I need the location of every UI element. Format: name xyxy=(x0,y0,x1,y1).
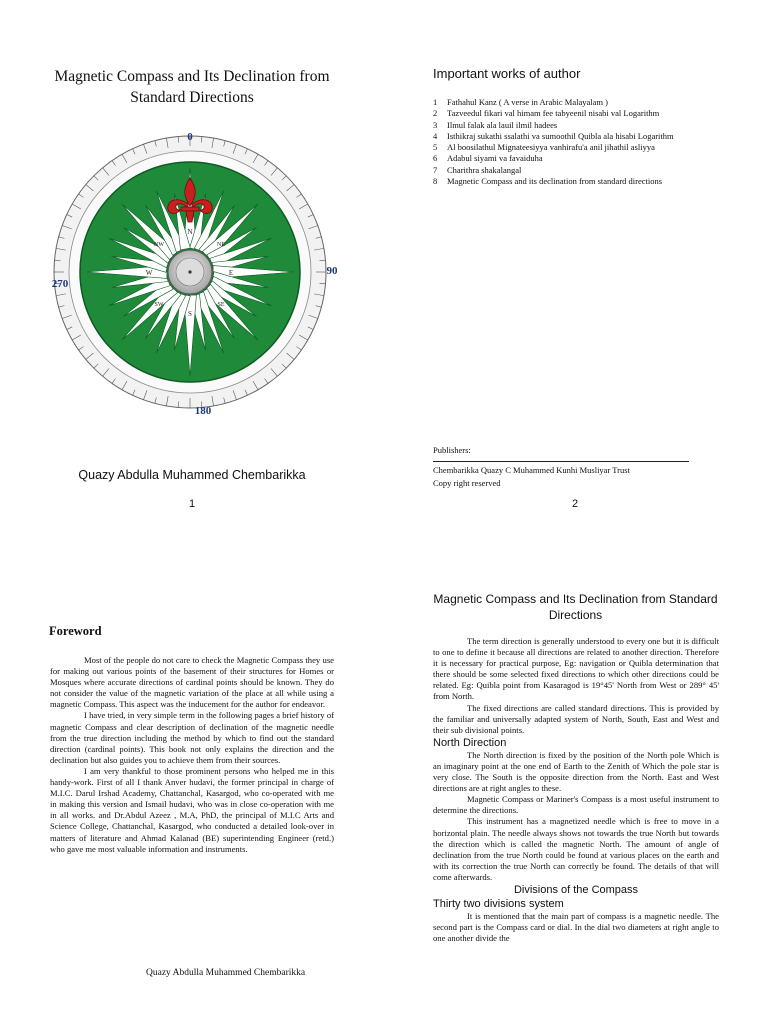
list-item xyxy=(433,153,743,164)
works-item-number: 8 xyxy=(433,176,438,187)
card-label-se: SE xyxy=(217,302,225,308)
card-label-s: S xyxy=(188,310,192,318)
foreword-paragraph: Most of the people do not care to check the Magnetic Compass they use for making out various points of the basement of their structures for Homes or Mosques where accurate directions of cardinal points should be known. They do not consider the value of the magnetic variation of the place at all while using a magnetic Compass. This aspect was the inducement for the author for endeavor. xyxy=(50,655,334,710)
foreword-body xyxy=(50,655,334,855)
list-item xyxy=(433,131,743,142)
works-item-title: Magnetic Compass and its declination from standard directions xyxy=(447,176,663,187)
body-paragraph: The term direction is generally understood to every one but it is difficult to one to define it because all directions are related to another direction. Therefore it is necessary for practical purpose, Eg: navigation or Quibla determination that there should be some selected fixed directions to which other directions could be related. Eg: Quibla point from Kasaragod is 19°45' North from West or 289° 45' from North. xyxy=(433,636,719,702)
section-heading-divisions: Divisions of the Compass xyxy=(513,883,639,896)
list-item xyxy=(433,142,743,153)
compass-rose-image xyxy=(40,130,340,420)
page2-number: 2 xyxy=(572,498,579,510)
publisher-name: Chembarikka Quazy C Muhammed Kunhi Musliyar Trust xyxy=(433,465,630,475)
works-item-number: 4 xyxy=(433,130,438,141)
page1-author: Quazy Abdulla Muhammed Chembarikka xyxy=(78,468,306,482)
body-paragraph: Magnetic Compass or Mariner's Compass is a most useful instrument to determine the directions. xyxy=(433,794,719,816)
card-label-sw: SW xyxy=(154,302,164,308)
list-item xyxy=(433,97,743,108)
list-item xyxy=(433,108,743,119)
body-paragraph: The North direction is fixed by the position of the North pole Which is an imaginary point at the one end of Earth to the Zenith of Which the pole star is very close. The South is the opposite direction from the North. East and West directions are at right angles to these. xyxy=(433,749,719,794)
works-item-number: 5 xyxy=(433,142,438,153)
list-item xyxy=(433,176,743,187)
card-label-e: E xyxy=(228,269,234,277)
card-label-n: N xyxy=(187,228,193,236)
works-item-title: Ilmul falak ala lauil ilmil hadees xyxy=(447,119,558,130)
list-item xyxy=(433,120,743,131)
works-item-title: Al boosilathul Mignateesiyya vanhirafu'a anil jihathil asliyya xyxy=(447,142,655,153)
works-item-number: 1 xyxy=(433,97,438,107)
page4-title: Magnetic Compass and Its Declination from Standard Directions xyxy=(433,592,718,622)
publishers-label: Publishers: xyxy=(433,445,471,455)
works-item-title: Adabul siyami va favaiduha xyxy=(447,153,543,164)
works-item-number: 3 xyxy=(433,119,438,130)
list-item xyxy=(433,165,743,176)
foreword-signature: Quazy Abdulla Muhammed Chembarikka xyxy=(146,968,306,978)
page1-title: Magnetic Compass and Its Declination from Standard Directions xyxy=(54,68,330,106)
page1-number: 1 xyxy=(189,498,196,510)
works-item-title: Charithra shakalangal xyxy=(447,164,522,175)
card-label-w: W xyxy=(145,269,153,277)
page4-body xyxy=(433,636,719,944)
foreword-paragraph: I have tried, in very simple term in the following pages a brief history of magnetic Compass and clear description of declination of the magnetic needle from the true direction including the method by which to find out the standard direction (cardinal points). This book not only explains the direction and the declination but also guides you to achieve them from their sources. xyxy=(50,710,334,765)
works-list xyxy=(433,97,743,187)
works-heading: Important works of author xyxy=(433,66,581,81)
copyright-notice: Copy right reserved xyxy=(433,478,501,488)
body-paragraph: It is mentioned that the main part of compass is a magnetic needle. The second part is the Compass card or dial. In the dial two diameters at right angle to one another divide the xyxy=(433,910,719,944)
compass-label-south: 180 xyxy=(194,405,212,417)
section-heading-north: North Direction xyxy=(433,736,507,749)
compass-label-east: 90 xyxy=(326,265,338,277)
works-item-number: 6 xyxy=(433,153,438,164)
body-paragraph: This instrument has a magnetized needle which is free to move in a horizontal plain. The needle always shows not towards the true North but towards the direction which is called the magnetic North. The amount of angle of declination from the true North could be found at various places on the earth and with its correction the true North can correctly be found. The details of that will come afterwards. xyxy=(433,816,719,882)
foreword-paragraph: I am very thankful to those prominent persons who helped me in this handy-work. First of all I thank Anver hudavi, the former principal in charge of M.I.C. Darul Irshad Academy, Chattanchal, Kasargod, who co-operated with me in making this version and Ismail hudavi, who was in close co-operation with me in all works. and Dr.Abdul Azeez , M.A, PhD, the principal of M.I.C Arts and Science College, Chattanchal, Kasargod, who conducted a detailed look-over in matters of literature and Ahmad Kalanad (BE) superintending Engineer (retd.) who gave me most valuable information and instruments. xyxy=(50,765,334,854)
card-label-nw: NW xyxy=(154,242,164,248)
works-item-number: 7 xyxy=(433,164,438,175)
works-item-title: Isthikraj sukathi ssalathi va sumoothil Quibla ala hisabi Logarithm xyxy=(447,130,674,141)
compass-label-north: 0 xyxy=(187,131,193,143)
card-label-ne: NE xyxy=(217,242,225,248)
section-heading-thirty-two: Thirty two divisions system xyxy=(433,897,564,910)
publisher-divider xyxy=(433,461,689,462)
compass-label-west: 270 xyxy=(51,278,69,290)
foreword-heading: Foreword xyxy=(49,624,102,638)
works-item-number: 2 xyxy=(433,108,438,119)
body-paragraph: The fixed directions are called standard directions. This is provided by the familiar and universally adapted system of North, South, East and West and their sub divisional points. xyxy=(433,702,719,735)
works-item-title: Tazveedul fikari val himam fee tabyeenil nisabi val Logarithm xyxy=(447,108,660,119)
works-item-title: Fathahul Kanz ( A verse in Arabic Malayalam ) xyxy=(447,97,608,107)
